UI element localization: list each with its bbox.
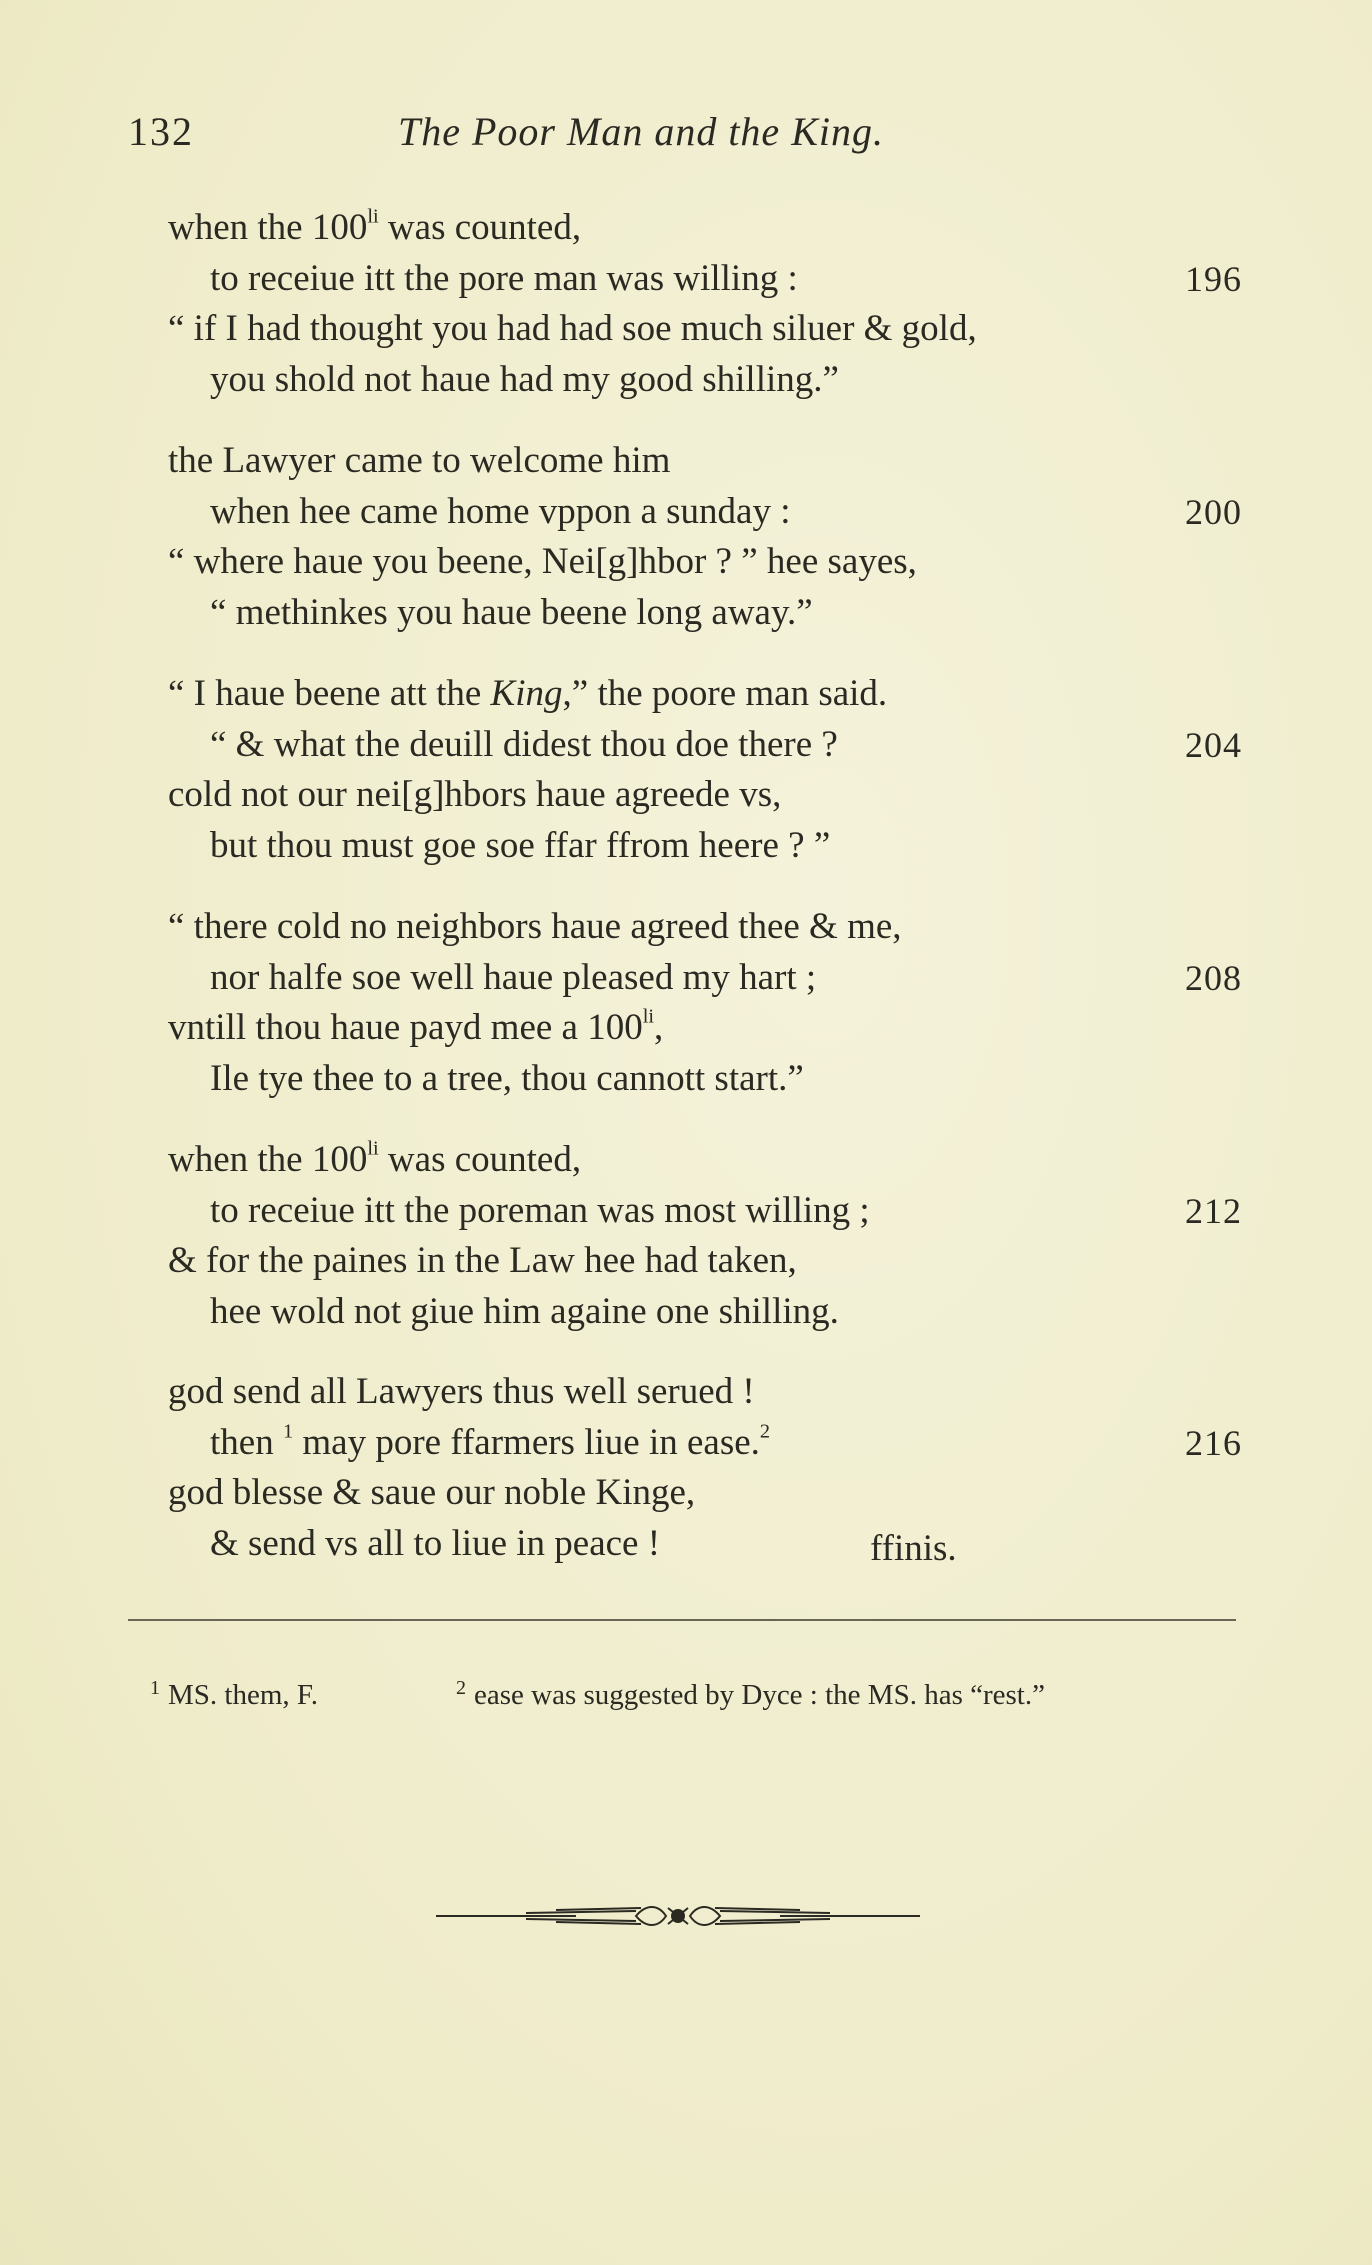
poem-line bbox=[168, 1135, 581, 1185]
footnote-1-mark: 1 bbox=[150, 1677, 160, 1699]
footnote-2-mark: 2 bbox=[456, 1677, 466, 1699]
poem-line bbox=[210, 1287, 839, 1337]
line-superscript: 2 bbox=[759, 1420, 771, 1443]
line-text: “ if I had thought you had had soe much siluer & gold, bbox=[168, 308, 977, 349]
poem-line bbox=[210, 355, 839, 405]
line-text: Ile tye thee to a tree, thou cannott start.” bbox=[210, 1058, 804, 1099]
line-text: vntill thou haue payd mee a 100 bbox=[168, 1007, 643, 1048]
line-text: when hee came home vppon a sunday : bbox=[210, 491, 791, 532]
line-text: you shold not haue had my good shilling.” bbox=[210, 359, 839, 400]
poem-line bbox=[210, 953, 816, 1003]
poem-line bbox=[210, 720, 838, 770]
line-number: 212 bbox=[1185, 1191, 1242, 1231]
line-number: 196 bbox=[1185, 259, 1242, 299]
poem-line bbox=[210, 1054, 804, 1104]
line-superscript: 1 bbox=[282, 1420, 294, 1443]
poem-line bbox=[168, 1468, 695, 1518]
line-text: & for the paines in the Law hee had taken, bbox=[168, 1240, 797, 1281]
poem-line bbox=[168, 902, 902, 952]
poem-line bbox=[168, 537, 917, 587]
line-text: when the 100 bbox=[168, 207, 368, 248]
line-text: “ where haue you beene, Nei[g]hbor ? ” hee sayes, bbox=[168, 541, 917, 582]
ornament-divider-icon bbox=[436, 1896, 920, 1936]
line-superscript: li bbox=[367, 1137, 379, 1160]
poem-line bbox=[210, 1186, 870, 1236]
line-text: to receiue itt the poreman was most willing ; bbox=[210, 1190, 870, 1231]
ffinis: ffinis. bbox=[870, 1528, 957, 1569]
line-number: 216 bbox=[1185, 1423, 1242, 1463]
poem-line bbox=[168, 770, 781, 820]
line-text: “ & what the deuill didest thou doe there ? bbox=[210, 724, 838, 765]
line-text-rest: ,” the poore man said. bbox=[562, 673, 888, 714]
line-italic-text: King bbox=[490, 673, 563, 714]
poem-line bbox=[168, 1236, 797, 1286]
footnote-rule bbox=[128, 1619, 1236, 1621]
line-number: 200 bbox=[1185, 492, 1242, 532]
line-text: & send vs all to liue in peace ! bbox=[210, 1523, 661, 1564]
poem-line bbox=[210, 1418, 770, 1468]
line-text: “ I haue beene att the bbox=[168, 673, 491, 714]
line-text-rest: was counted, bbox=[378, 1139, 582, 1180]
footnote-1-text: MS. them, F. bbox=[168, 1679, 318, 1711]
poem-line bbox=[168, 669, 887, 719]
line-text: then bbox=[210, 1422, 283, 1463]
line-text: but thou must goe soe ffar ffrom heere ? ” bbox=[210, 825, 831, 866]
footnote-1 bbox=[150, 1668, 318, 1715]
poem-line bbox=[168, 203, 581, 253]
line-text: the Lawyer came to welcome him bbox=[168, 440, 671, 481]
line-text: to receiue itt the pore man was willing : bbox=[210, 258, 798, 299]
running-title: The Poor Man and the King. bbox=[398, 109, 884, 154]
page-number: 132 bbox=[128, 109, 194, 154]
page-header bbox=[128, 108, 1228, 158]
line-number: 204 bbox=[1185, 725, 1242, 765]
line-text: when the 100 bbox=[168, 1139, 368, 1180]
line-text-rest: may pore ffarmers liue in ease. bbox=[293, 1422, 760, 1463]
line-text: god blesse & saue our noble Kinge, bbox=[168, 1472, 696, 1513]
line-number: 208 bbox=[1185, 958, 1242, 998]
line-text: cold not our nei[g]hbors haue agreede vs, bbox=[168, 774, 782, 815]
poem-line bbox=[210, 1519, 660, 1569]
poem-line bbox=[168, 1003, 663, 1053]
line-superscript: li bbox=[642, 1005, 655, 1028]
line-text: nor halfe soe well haue pleased my hart ; bbox=[210, 957, 817, 998]
line-text: god send all Lawyers thus well serued ! bbox=[168, 1371, 755, 1412]
poem-line bbox=[210, 821, 830, 871]
poem-line bbox=[168, 304, 977, 354]
line-text-rest: , bbox=[654, 1007, 664, 1048]
footnote-2 bbox=[456, 1668, 1045, 1715]
poem-line bbox=[168, 436, 670, 486]
line-text: “ methinkes you haue beene long away.” bbox=[210, 592, 813, 633]
line-text: hee wold not giue him againe one shilling. bbox=[210, 1291, 839, 1332]
poem-line bbox=[210, 254, 798, 304]
footnote-2-text: ease was suggested by Dyce : the MS. has “rest.” bbox=[474, 1679, 1045, 1711]
line-superscript: li bbox=[367, 205, 379, 228]
line-text-rest: was counted, bbox=[378, 207, 582, 248]
poem-line bbox=[210, 487, 791, 537]
line-text: “ there cold no neighbors haue agreed thee & me, bbox=[168, 906, 902, 947]
poem-line bbox=[168, 1367, 755, 1417]
poem-line bbox=[210, 588, 813, 638]
